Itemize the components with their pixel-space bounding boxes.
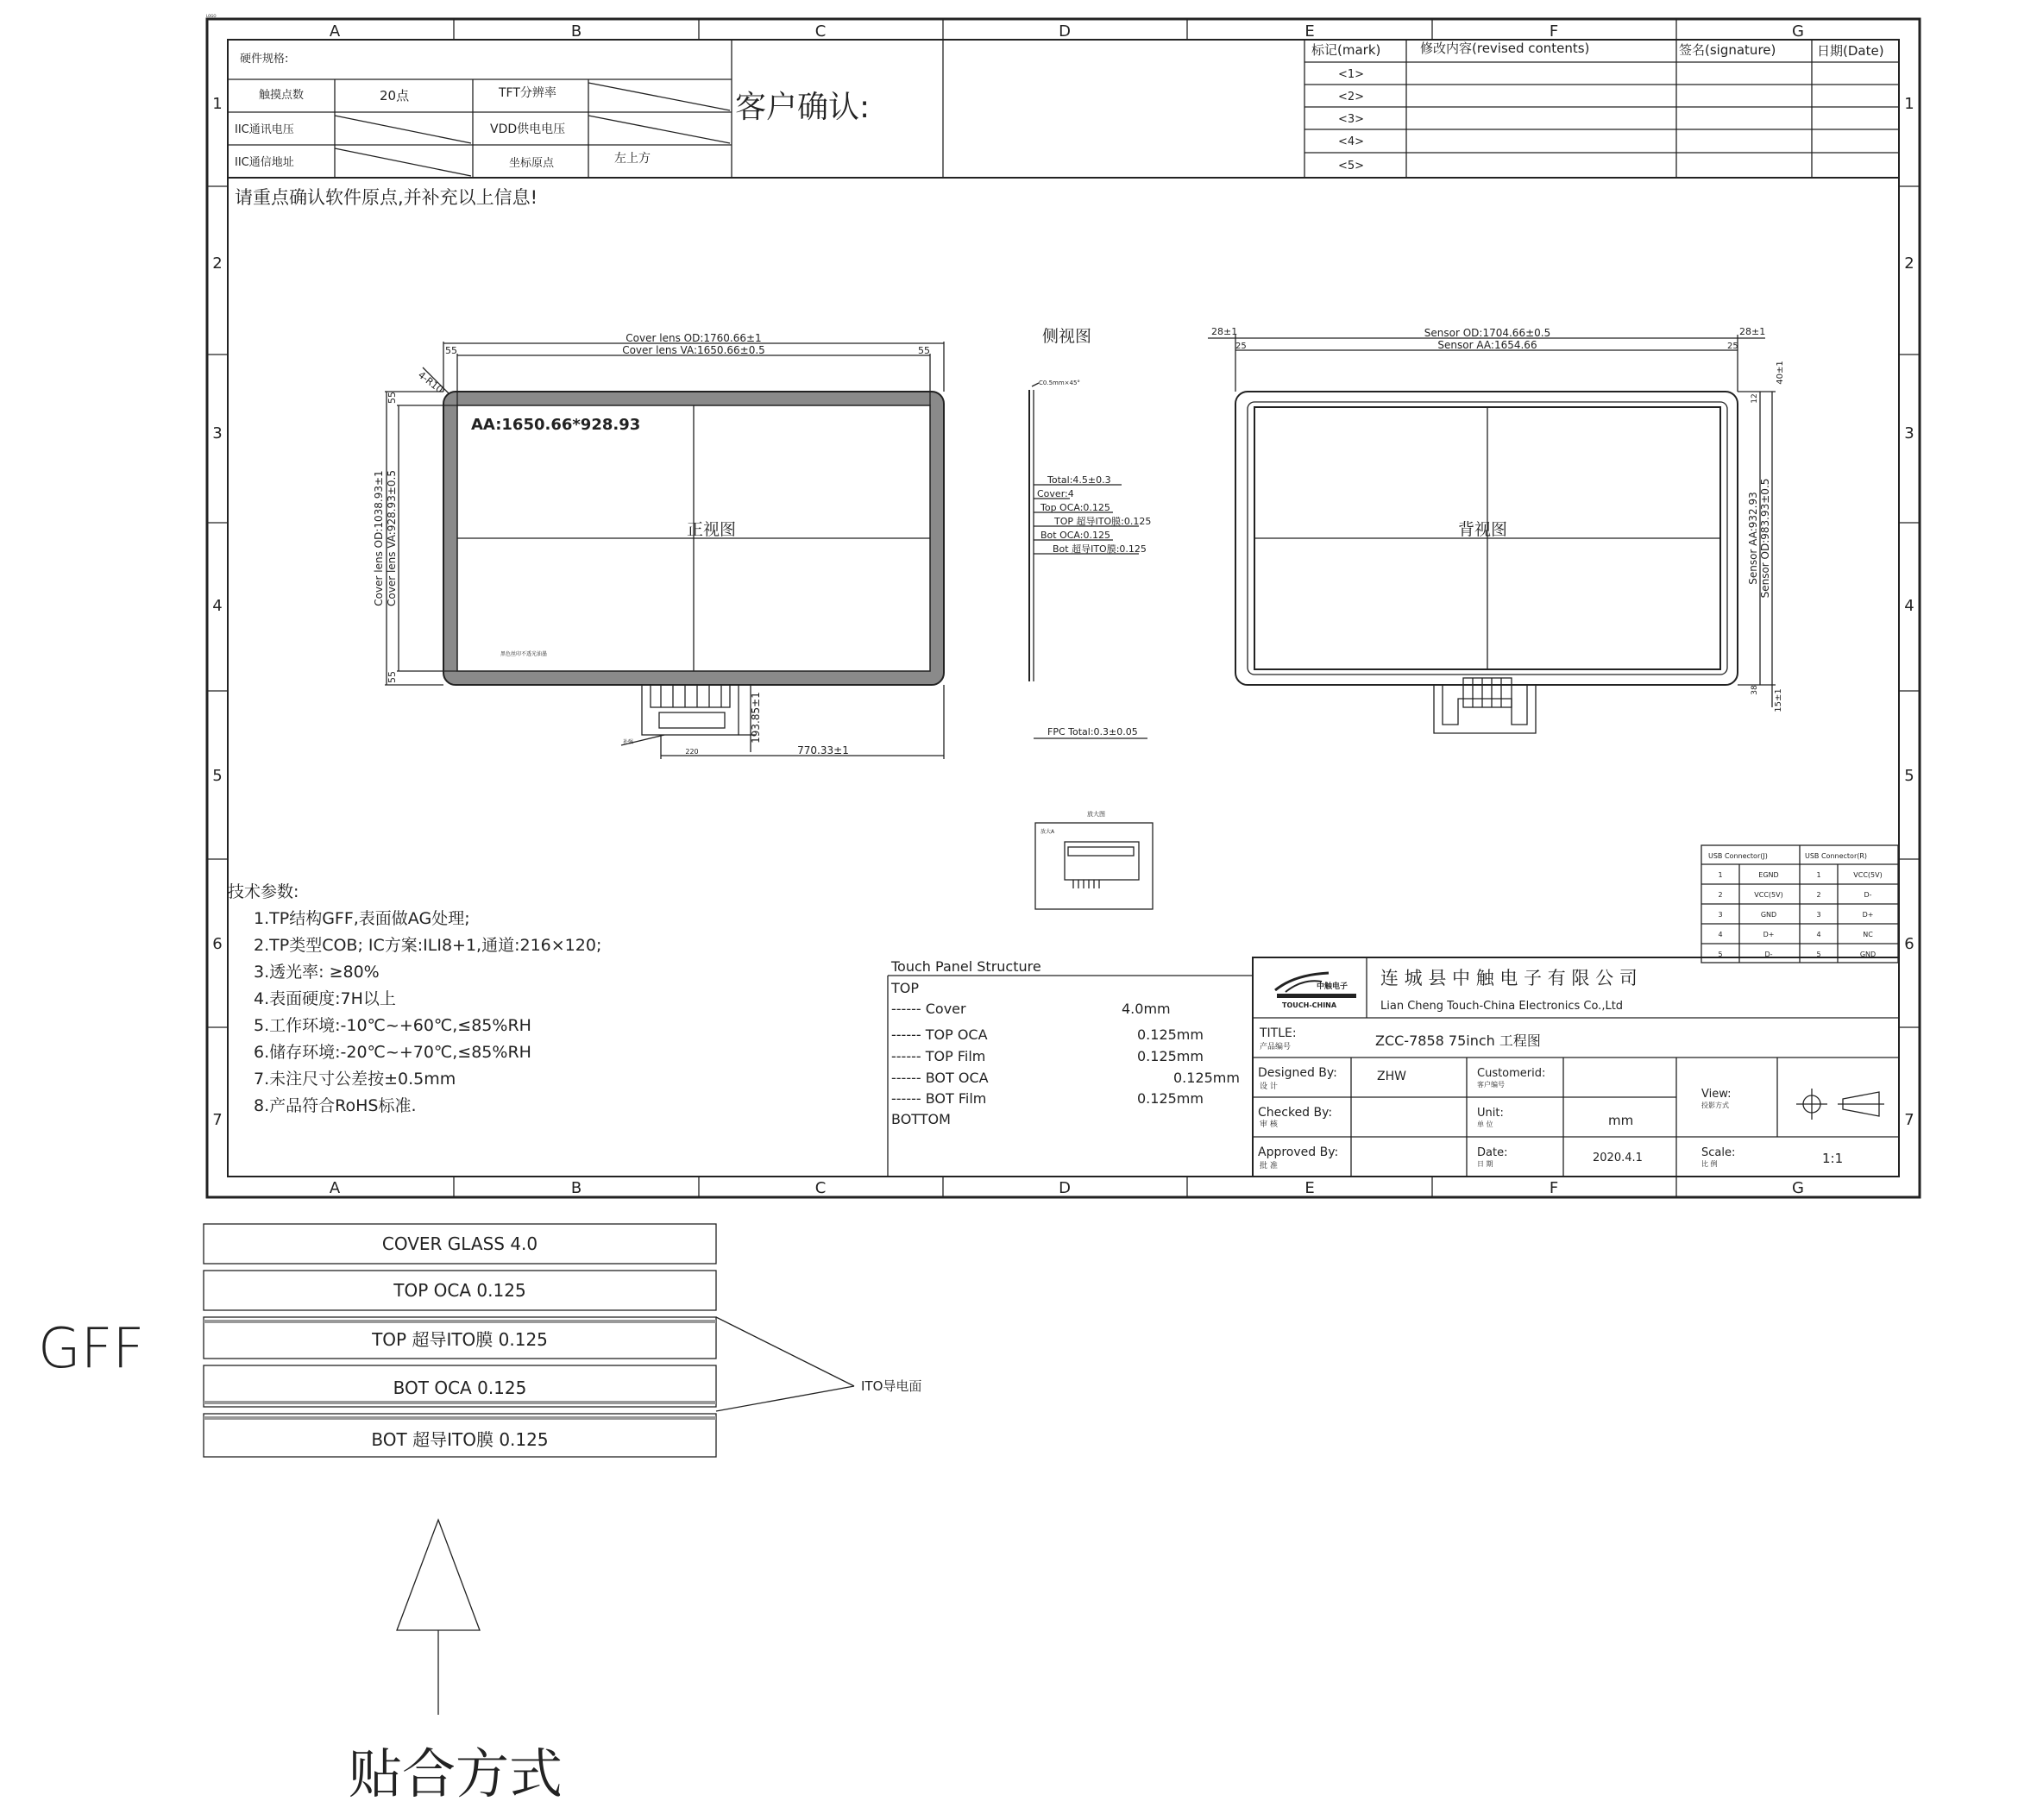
scale-value: 1:1 (1822, 1151, 1844, 1166)
designed-value: ZHW (1377, 1070, 1406, 1083)
structure-value-bot-film: 0.125mm (1137, 1090, 1204, 1107)
back-fpc (1434, 678, 1536, 733)
side-layer-cover: Cover:4 (1037, 488, 1074, 499)
front-dim-fpc-pos: 770.33±1 (797, 744, 849, 756)
front-view-label: 正视图 (687, 520, 737, 539)
rev-mark-3: <3> (1337, 113, 1365, 126)
tech-param-3: 3.透光率: ≥80% (254, 963, 380, 982)
col-label-b-top: B (570, 22, 582, 41)
front-dim-v-va: Cover lens VA:928.93±0.5 (386, 470, 398, 606)
row-label-2-right: 2 (1904, 254, 1914, 273)
logo-cn: 中触电子 (1317, 982, 1348, 991)
front-dim-55-top: 55 (387, 392, 398, 404)
stackup-gff: GFF (38, 1317, 145, 1381)
back-dim-25-right: 25 (1727, 342, 1738, 351)
structure-layer-top-film: ------ TOP Film (891, 1048, 986, 1064)
checked-label-cn: 审 核 (1260, 1120, 1278, 1129)
usb-right-header: USB Connector(R) (1805, 852, 1868, 860)
stackup-diagram (38, 1224, 921, 1805)
col-label-g-bottom: G (1792, 1179, 1804, 1197)
title-value: ZCC-7858 75inch 工程图 (1375, 1032, 1541, 1049)
revision-table (1304, 40, 1899, 178)
usb-right-pin-5: 5 (1816, 951, 1821, 958)
stack-layer-bot-oca: BOT OCA 0.125 (393, 1378, 527, 1398)
usb-left-sig-3: GND (1760, 911, 1777, 919)
title-label-cn: 产品编号 (1260, 1043, 1292, 1051)
back-view (1208, 326, 1785, 733)
structure-layer-bot-oca: ------ BOT OCA (891, 1070, 989, 1086)
back-dim-v-od: Sensor OD:983.93±0.5 (1759, 478, 1771, 599)
back-dim-aa: Sensor AA:1654.66 (1437, 339, 1537, 351)
back-dim-12: 12 (1751, 393, 1759, 404)
stack-layer-bot-ito: BOT 超导ITO膜 0.125 (371, 1429, 549, 1450)
tech-param-5: 5.工作环境:-10℃~+60℃,≤85%RH (254, 1016, 531, 1035)
checked-label: Checked By: (1258, 1106, 1333, 1120)
tech-param-6: 6.储存环境:-20℃~+70℃,≤85%RH (254, 1043, 531, 1062)
usb-right-sig-4: NC (1863, 931, 1873, 938)
front-dim-fpc-len: 193.85±1 (750, 692, 762, 744)
front-view (373, 332, 944, 759)
structure-layer-bot-film: ------ BOT Film (891, 1090, 987, 1107)
front-dim-od: Cover lens OD:1760.66±1 (626, 332, 762, 344)
row-label-3-right: 3 (1904, 424, 1914, 442)
usb-right-pin-4: 4 (1816, 931, 1821, 938)
side-layer-bot-oca: Bot OCA:0.125 (1040, 530, 1110, 541)
row-label-6-left: 6 (212, 935, 223, 953)
hw-spec-table (228, 40, 732, 178)
tech-param-4: 4.表面硬度:7H以上 (254, 989, 396, 1008)
side-chamfer: C0.5mm×45° (1039, 380, 1080, 386)
tech-param-7: 7.未注尺寸公差按±0.5mm (254, 1070, 456, 1089)
rev-mark-2: <2> (1337, 91, 1365, 104)
usb-right-sig-1: VCC(5V) (1853, 871, 1883, 879)
touch-points-value: 20点 (380, 88, 410, 104)
usb-right-pin-2: 2 (1816, 891, 1821, 899)
company-logo (1275, 973, 1356, 1009)
back-view-label: 背视图 (1458, 520, 1508, 539)
rev-mark-4: <4> (1337, 135, 1365, 148)
rev-header-signature: 签名(signature) (1679, 42, 1776, 58)
front-dim-v-od: Cover lens OD:1038.93±1 (373, 470, 385, 606)
row-label-4-left: 4 (212, 597, 223, 615)
side-layer-top-oca: Top OCA:0.125 (1040, 502, 1110, 513)
date-value: 2020.4.1 (1593, 1152, 1643, 1164)
col-label-c-bottom: C (814, 1179, 827, 1197)
usb-right-pin-1: 1 (1816, 871, 1821, 879)
structure-value-cover: 4.0mm (1122, 1001, 1171, 1017)
front-ink-note: 黑色丝印不透光油墨 (500, 651, 548, 657)
touch-points-label: 触摸点数 (259, 89, 305, 102)
structure-title: Touch Panel Structure (891, 958, 1041, 975)
front-dim-va: Cover lens VA:1650.66±0.5 (622, 344, 765, 356)
stack-layer-cover: COVER GLASS 4.0 (381, 1233, 538, 1254)
back-dim-od: Sensor OD:1704.66±0.5 (1424, 327, 1551, 339)
note-confirm-origin: 请重点确认软件原点,并补充以上信息! (235, 187, 538, 208)
col-label-a-bottom: A (329, 1179, 341, 1197)
usb-left-pin-5: 5 (1718, 951, 1723, 958)
bonding-method: 贴合方式 (349, 1742, 563, 1805)
usb-left-pin-4: 4 (1718, 931, 1723, 938)
customerid-label: Customerid: (1477, 1067, 1546, 1080)
front-dim-fpc-w: 220 (685, 748, 699, 756)
header-strip (228, 40, 1899, 178)
back-dim-38: 38 (1751, 685, 1759, 695)
usb-left-pin-3: 3 (1718, 911, 1723, 919)
col-label-a-top: A (329, 22, 341, 41)
origin-value: 左上方 (614, 152, 651, 166)
detail-label: 放大图 (1087, 811, 1105, 818)
back-dim-28-left: 28±1 (1211, 326, 1238, 337)
projection-symbol (1796, 1089, 1884, 1120)
side-layer-total: Total:4.5±0.3 (1047, 474, 1111, 486)
tft-res-label: TFT分辨率 (499, 86, 556, 100)
row-label-1-right: 1 (1904, 95, 1914, 113)
tech-params-title: 技术参数: (228, 882, 299, 901)
side-layer-top-ito: TOP 超导ITO膜:0.125 (1054, 516, 1152, 527)
usb-connector-table (1701, 845, 1898, 963)
front-dim-55-right: 55 (918, 345, 930, 356)
structure-layer-top-oca: ------ TOP OCA (891, 1026, 988, 1043)
col-label-g-top: G (1792, 22, 1804, 41)
unit-label: Unit: (1477, 1107, 1504, 1120)
row-label-2-left: 2 (212, 254, 223, 273)
usb-right-sig-5: GND (1859, 951, 1877, 958)
usb-left-sig-2: VCC(5V) (1754, 891, 1783, 899)
front-dim-radius: 4-R10 (416, 369, 445, 396)
row-label-7-right: 7 (1904, 1111, 1914, 1129)
unit-label-cn: 单 位 (1477, 1120, 1493, 1128)
tech-param-2: 2.TP类型COB; IC方案:ILI8+1,通道:216×120; (254, 936, 602, 955)
rev-header-mark: 标记(mark) (1311, 42, 1381, 58)
customerid-label-cn: 客户编号 (1477, 1081, 1505, 1089)
tech-param-1: 1.TP结构GFF,表面做AG处理; (254, 909, 470, 928)
stack-layer-top-oca: TOP OCA 0.125 (393, 1280, 526, 1301)
usb-right-pin-3: 3 (1816, 911, 1821, 919)
col-label-c-top: C (814, 22, 827, 41)
front-dim-55-left: 55 (445, 345, 457, 356)
back-dim-v-aa: Sensor AA:932.93 (1747, 492, 1759, 585)
designed-label: Designed By: (1258, 1066, 1337, 1080)
col-label-e-top: E (1304, 22, 1315, 41)
approved-label: Approved By: (1258, 1145, 1339, 1159)
back-dim-40: 40±1 (1776, 361, 1785, 385)
approved-label-cn: 批 准 (1260, 1162, 1278, 1170)
structure-bottom: BOTTOM (891, 1111, 951, 1127)
corner-mark: LOGO (206, 14, 217, 18)
side-view-label: 侧视图 (1042, 327, 1092, 346)
row-label-4-right: 4 (1904, 597, 1914, 615)
usb-right-sig-3: D+ (1862, 911, 1874, 919)
title-label: TITLE: (1260, 1026, 1297, 1040)
usb-left-pin-1: 1 (1718, 871, 1723, 879)
tech-params (228, 882, 601, 1115)
usb-right-sig-2: D- (1864, 891, 1872, 899)
structure-top: TOP (891, 980, 920, 996)
side-layer-bot-ito: Bot 超导ITO膜:0.125 (1053, 543, 1147, 555)
usb-left-sig-4: D+ (1763, 931, 1775, 938)
origin-label: 坐标原点 (509, 157, 555, 170)
view-label: View: (1701, 1088, 1732, 1101)
rev-mark-1: <1> (1337, 68, 1365, 81)
front-fpc (621, 685, 739, 745)
row-label-5-right: 5 (1904, 767, 1914, 785)
side-fpc-total: FPC Total:0.3±0.05 (1047, 726, 1138, 737)
rev-header-contents: 修改内容(revised contents) (1420, 41, 1590, 56)
back-dim-25-left: 25 (1235, 342, 1247, 351)
hw-spec-title: 硬件规格: (240, 53, 289, 66)
detail-sub: 放大A (1040, 829, 1055, 835)
col-label-d-top: D (1059, 22, 1071, 41)
row-label-1-left: 1 (212, 95, 223, 113)
iic-addr-label: IIC通信地址 (235, 156, 294, 169)
usb-left-header: USB Connector(J) (1708, 852, 1768, 860)
date-label-cn: 日 期 (1477, 1160, 1493, 1168)
tech-param-8: 8.产品符合RoHS标准. (254, 1096, 417, 1115)
row-label-7-left: 7 (212, 1111, 223, 1129)
detail-view (1035, 810, 1153, 909)
structure-value-top-film: 0.125mm (1137, 1048, 1204, 1064)
rev-header-date: 日期(Date) (1817, 43, 1884, 59)
logo-en: TOUCH-CHINA (1282, 1001, 1337, 1009)
view-label-cn: 投影方式 (1701, 1101, 1729, 1109)
back-dim-28-right: 28±1 (1739, 326, 1766, 337)
stack-layer-top-ito: TOP 超导ITO膜 0.125 (372, 1329, 548, 1350)
row-label-5-left: 5 (212, 767, 223, 785)
col-label-e-bottom: E (1304, 1179, 1315, 1197)
rev-mark-5: <5> (1337, 160, 1365, 173)
scale-label: Scale: (1701, 1146, 1736, 1159)
customer-confirm: 客户确认: (735, 90, 871, 125)
usb-left-sig-1: EGND (1758, 871, 1779, 879)
col-label-b-bottom: B (570, 1179, 582, 1197)
structure-value-bot-oca: 0.125mm (1173, 1070, 1240, 1086)
designed-label-cn: 设 计 (1260, 1083, 1278, 1091)
iic-voltage-label: IIC通讯电压 (235, 123, 294, 136)
row-label-3-left: 3 (212, 424, 223, 442)
structure-layer-cover: ------ Cover (891, 1001, 966, 1017)
row-label-6-right: 6 (1904, 935, 1914, 953)
front-dim-55-bottom: 55 (387, 671, 398, 683)
date-label: Date: (1477, 1146, 1508, 1159)
company-name-en: Lian Cheng Touch-China Electronics Co.,Ltd (1380, 1000, 1624, 1013)
title-block (1253, 957, 1899, 1177)
scale-label-cn: 比 例 (1701, 1160, 1718, 1168)
structure-value-top-oca: 0.125mm (1137, 1026, 1204, 1043)
ito-label: ITO导电面 (861, 1378, 922, 1394)
vdd-label: VDD供电电压 (490, 122, 566, 136)
col-label-f-bottom: F (1549, 1179, 1559, 1197)
structure-box (888, 958, 1253, 1177)
back-dim-15: 15±1 (1774, 688, 1783, 712)
col-label-d-bottom: D (1059, 1179, 1071, 1197)
col-label-f-top: F (1549, 22, 1559, 41)
usb-left-sig-5: D- (1764, 951, 1773, 958)
side-view (1029, 327, 1151, 738)
front-aa-text: AA:1650.66*928.93 (471, 416, 641, 434)
company-name-cn: 连 城 县 中 触 电 子 有 限 公 司 (1380, 968, 1638, 988)
usb-left-pin-2: 2 (1718, 891, 1723, 899)
unit-value: mm (1608, 1113, 1634, 1128)
front-fpc-note: 补强 (623, 739, 634, 745)
